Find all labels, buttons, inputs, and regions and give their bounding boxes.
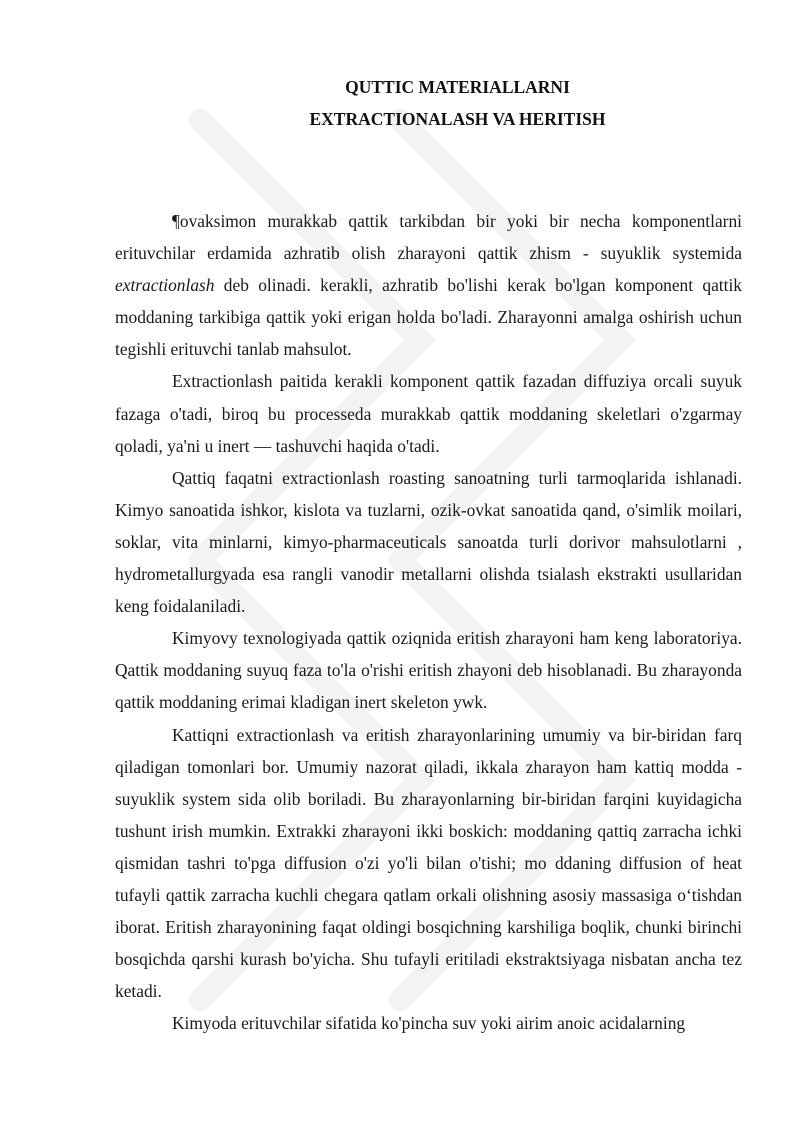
document-title-line-2: EXTRACTIONALASH VA HERITISH [309,109,606,129]
paragraph: Extractionlash paitida kerakli komponent qattik fazadan diffuziya orcali suyuk fazaga o'tadi, biroq bu processeda murakkab qattik moddaning skeletlari o'zgarmay qoladi, ya'ni u inert — tashuvchi haqida o'tadi. [115,371,742,456]
document-title-line-1: QUTTIC MATERIALLARNI [345,77,570,97]
paragraph-text: ¶ovaksimon murakkab qattik tarkibdan bir yoki bir necha komponentlarni erituvchilar erdamida azhratib olish zharayoni qattik zhism - suyuklik systemida [115,211,742,264]
paragraph: Kimyoda erituvchilar sifatida ko'pincha suv yoki airim anoic acidalarning [172,1013,686,1034]
paragraph [115,205,742,365]
document-body [115,205,742,1039]
italic-term: extractionlash [115,275,215,296]
paragraph: Qattiq faqatni extractionlash roasting sanoatning turli tarmoqlarida ishlanadi. Kimyo sanoatida ishkor, kislota va tuzlarni, ozik-ovkat sanoatida qand, o'simlik moilari, soklar, vita minlarni, kimyo-pharmaceuticals sanoatda turli dorivor mahsulotlarni , hydrometallurgyada esa rangli vanodir metallarni olishda tsialash ekstrakti usullaridan keng foidalaniladi. [115,467,742,617]
paragraph: Kimyovy texnologiyada qattik oziqnida eritish zharayoni ham keng laboratoriya. Qattik moddaning suyuq faza to'la o'rishi eritish zhayoni deb hisoblanadi. Bu zharayonda qattik moddaning erimai kladigan inert skeleton ywk. [115,628,742,713]
paragraph: Kattiqni extractionlash va eritish zharayonlarining umumiy va bir-biridan farq qiladigan tomonlari bor. Umumiy nazorat qiladi, ikkala zharayon ham kattiq modda - suyuklik system sida olib boriladi. Bu zharayonlarning bir-biridan farqini kuyidagicha tushunt irish mumkin. Extrakki zharayoni ikki boskich: moddaning qattiq zarracha ichki qismidan tashri to'pga diffusion o'zi yo'li bilan o'tishi; mo ddaning diffusion of heat tufayli qattik zarracha kuchli chegara qatlam orkali olishning asosiy massasiga o‘tishdan iborat. Eritish zharayonining faqat oldingi bosqichning karshiliga boqlik, chunki birinchi bosqichda qarshi kurash bo'yicha. Shu tufayli eritiladi ekstraktsiyaga nisbatan ancha tez ketadi. [115,724,742,1002]
paragraph-text: deb olinadi. kerakli, azhratib bo'lishi kerak bo'lgan komponent qattik moddaning tarkibiga qattik yoki erigan holda bo'ladi. Zharayonni amalga oshirish uchun tegishli erituvchi tanlab mahsulot. [115,275,742,360]
